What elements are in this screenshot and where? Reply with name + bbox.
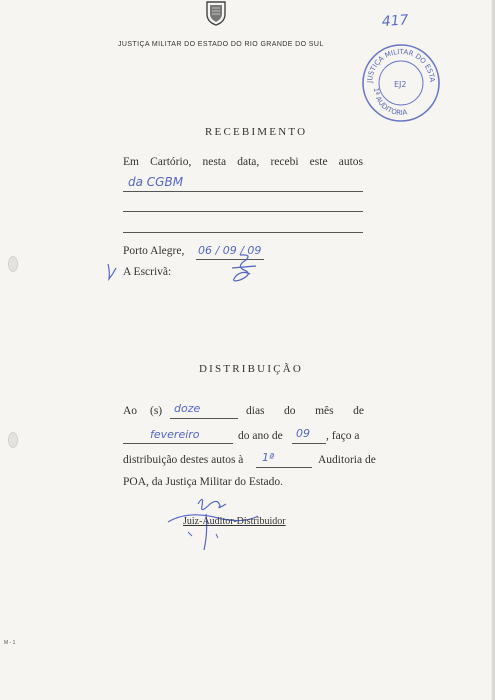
coat-of-arms-icon [203, 0, 229, 26]
fill-line-3 [123, 232, 363, 233]
stamp-bottom-text: 1ª AUDITORIA [371, 87, 408, 118]
auditoria-line [256, 467, 312, 468]
page-edge-shadow [491, 0, 495, 700]
s-label: (s) [150, 405, 163, 417]
svg-text:JUSTIÇA MILITAR DO ESTADO [360, 42, 436, 84]
dias-do-mes-label: dias do mês de [246, 405, 364, 417]
auditoria-de-label: Auditoria de [318, 454, 376, 466]
handwritten-page-number: 417 [381, 12, 410, 31]
place-label: Porto Alegre, [123, 245, 185, 257]
distribuicao-text: distribuição destes autos à [123, 454, 244, 466]
institution-header: JUSTIÇA MILITAR DO ESTADO DO RIO GRANDE DO SUL [118, 41, 324, 48]
escriva-signature [222, 252, 262, 291]
handwritten-month: fevereiro [150, 428, 200, 441]
stamp-center-text: EJ2 [394, 80, 407, 89]
escriva-label: A Escrivã: [123, 266, 172, 278]
margin-mark: M - 1 [4, 640, 16, 646]
fill-line-1 [123, 191, 363, 192]
handwritten-date: 06 / 09 / 09 [198, 244, 262, 257]
distribuicao-title: DISTRIBUIÇÃO [199, 363, 304, 375]
year-line [292, 443, 326, 444]
official-stamp [360, 42, 442, 124]
punch-hole [8, 432, 18, 448]
handwritten-auditoria: 1ª [262, 451, 275, 464]
signature-label: Juiz-Auditor-Distribuidor [183, 516, 286, 527]
do-ano-label: do ano de [238, 430, 283, 442]
month-line [123, 443, 233, 444]
handwritten-origin: da CGBM [128, 175, 184, 189]
handwritten-day: doze [174, 402, 201, 415]
poa-line: POA, da Justiça Militar do Estado. [123, 476, 284, 488]
recebimento-text-line1: Em Cartório, nesta data, recebi este autos [123, 156, 363, 168]
handwritten-year: 09 [296, 427, 310, 440]
fill-line-2 [123, 211, 363, 212]
check-mark-icon [106, 262, 118, 287]
day-line [170, 418, 238, 419]
recebimento-title: RECEBIMENTO [205, 126, 308, 138]
ao-label: Ao [123, 405, 138, 417]
punch-hole [8, 256, 18, 272]
stamp-top-text: JUSTIÇA MILITAR DO ESTA [365, 47, 437, 84]
faco-a-label: , faço a [326, 430, 360, 442]
